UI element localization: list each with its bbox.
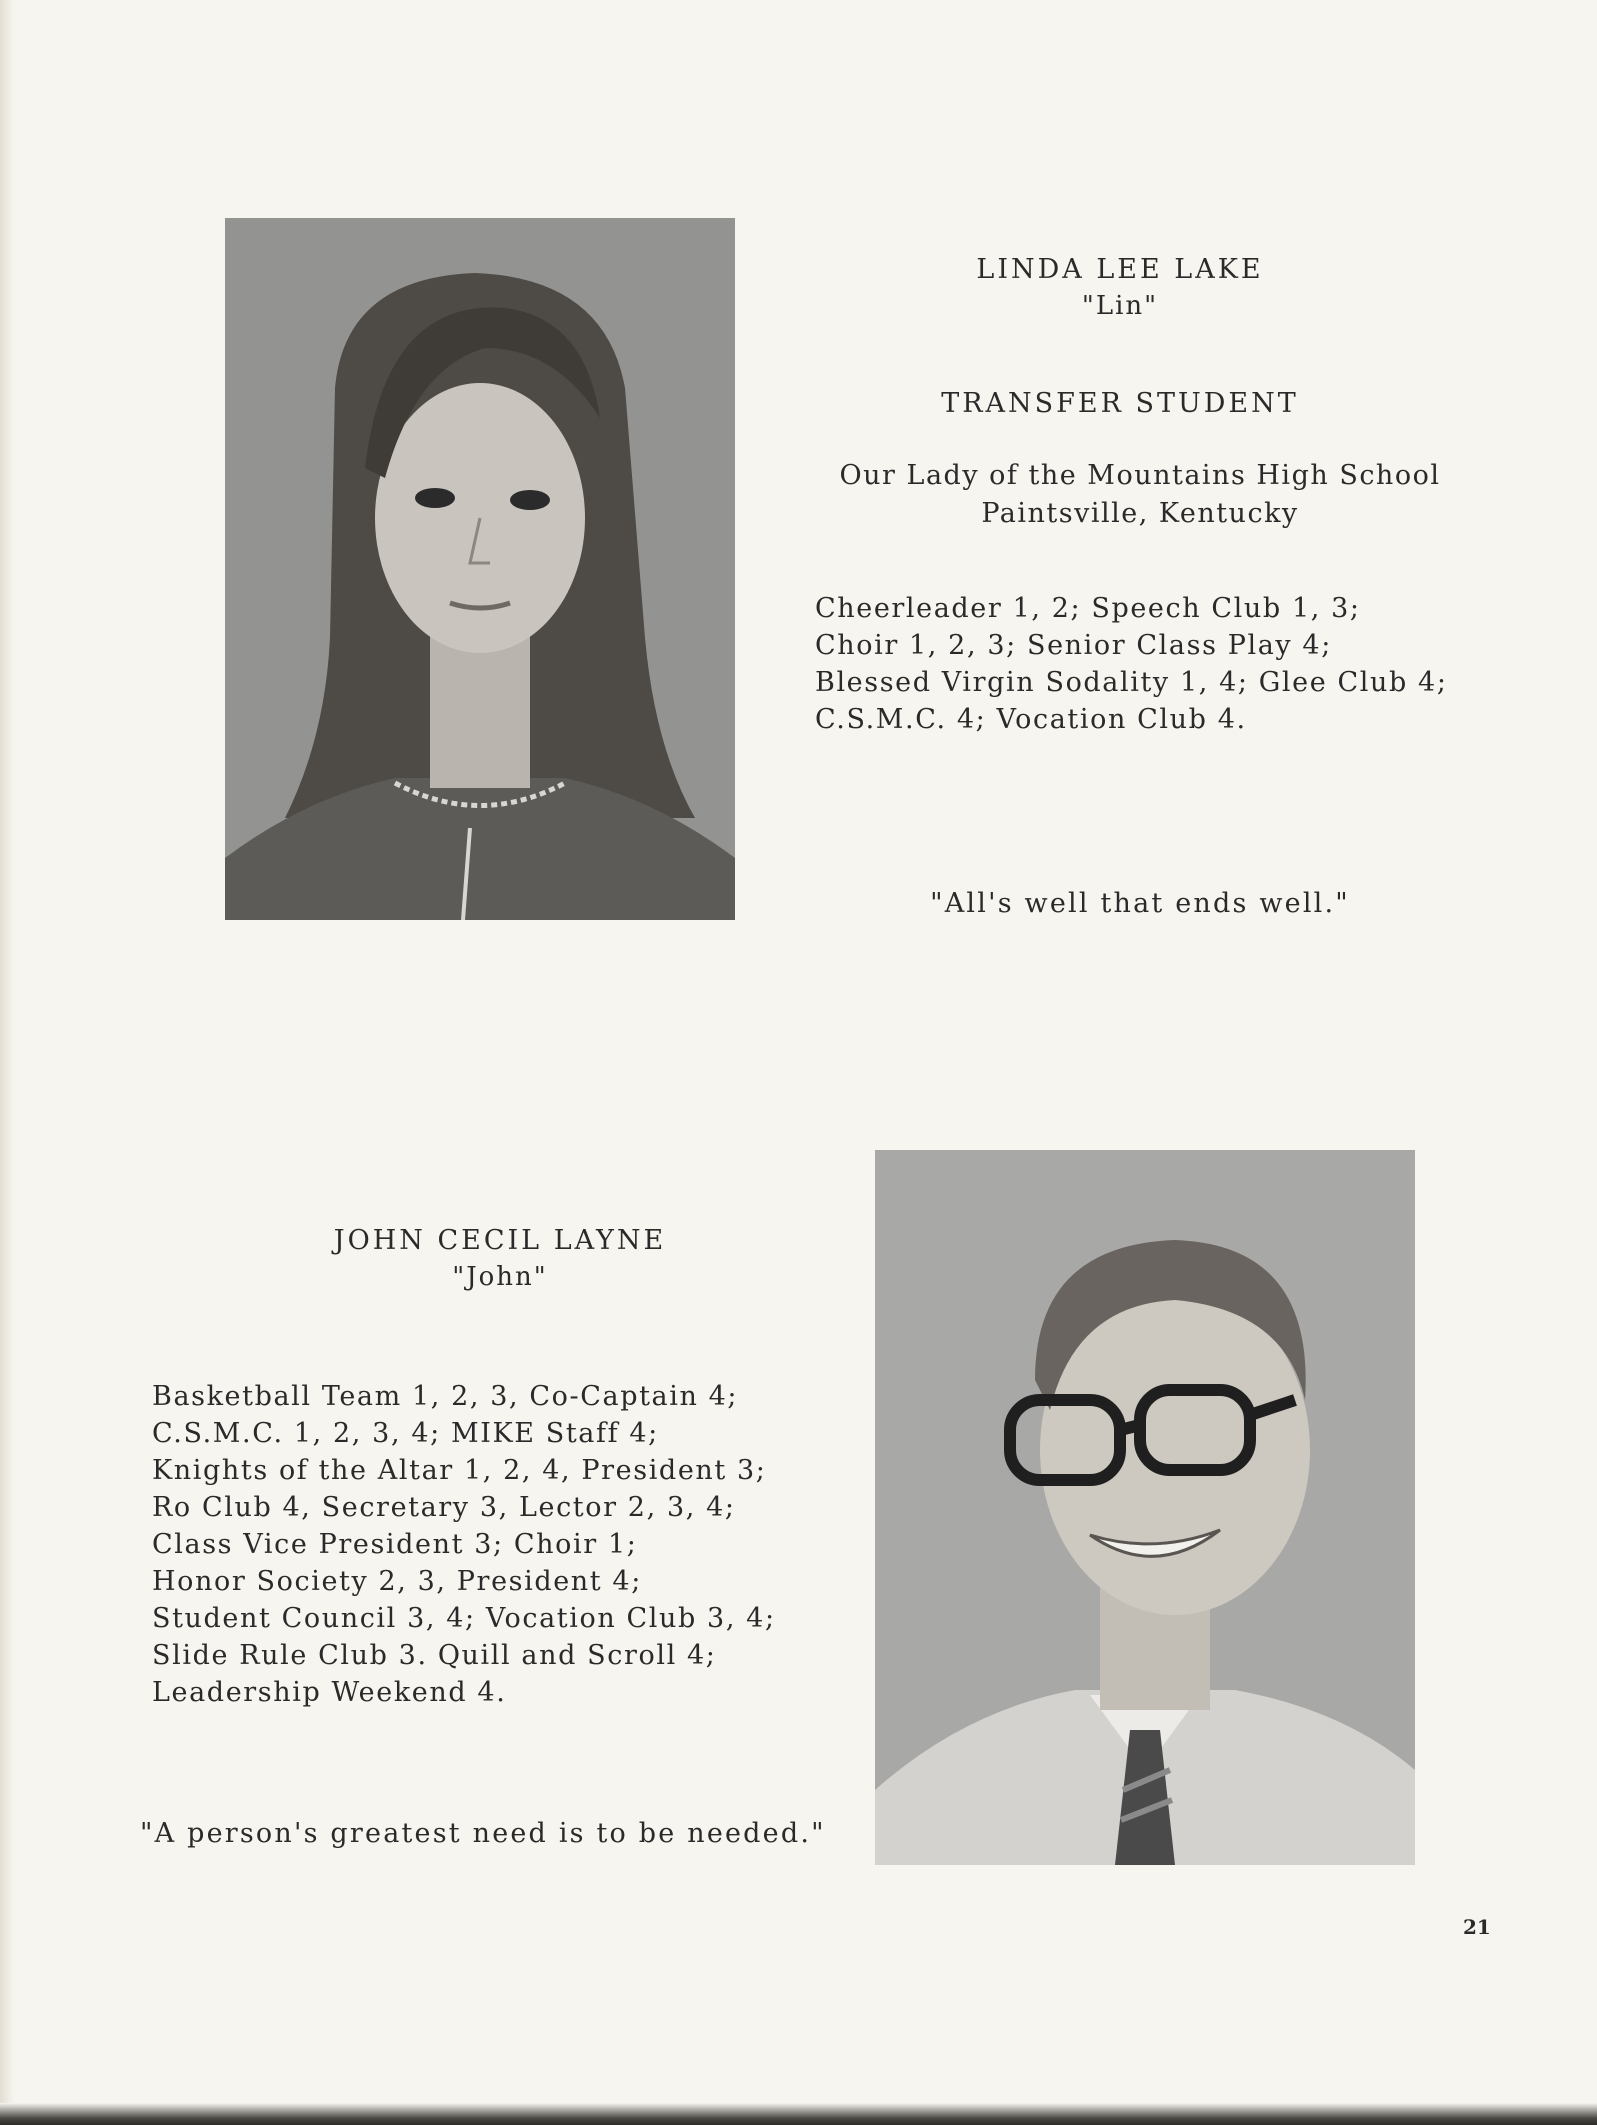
activity-line: Choir 1, 2, 3; Senior Class Play 4;: [815, 630, 1332, 661]
activity-line: C.S.M.C. 4; Vocation Club 4.: [815, 704, 1247, 735]
activity-line: C.S.M.C. 1, 2, 3, 4; MIKE Staff 4;: [152, 1418, 659, 1449]
student-name-block-1: [930, 252, 1310, 324]
activities-list-2: [152, 1378, 812, 1711]
previous-school: [800, 457, 1480, 533]
activity-line: Basketball Team 1, 2, 3, Co-Captain 4;: [152, 1381, 739, 1412]
portrait-photo-female: [225, 218, 735, 920]
page-number: 21: [1463, 1915, 1491, 1939]
activity-line: Knights of the Altar 1, 2, 4, President 3;: [152, 1455, 767, 1486]
activity-line: Ro Club 4, Secretary 3, Lector 2, 3, 4;: [152, 1492, 736, 1523]
portrait-photo-male: [875, 1150, 1415, 1865]
student-name: LINDA LEE LAKE: [976, 254, 1264, 285]
activity-line: Blessed Virgin Sodality 1, 4; Glee Club 4;: [815, 667, 1448, 698]
school-location: Paintsville, Kentucky: [981, 498, 1299, 529]
student-name-block-2: [300, 1223, 700, 1295]
activity-line: Slide Rule Club 3. Quill and Scroll 4;: [152, 1640, 717, 1671]
transfer-student-heading: TRANSFER STUDENT: [941, 388, 1299, 419]
activity-line: Class Vice President 3; Choir 1;: [152, 1529, 638, 1560]
page-bottom-edge: [0, 2103, 1597, 2125]
senior-quote-2: "A person's greatest need is to be needed.": [140, 1818, 826, 1849]
activity-line: Cheerleader 1, 2; Speech Club 1, 3;: [815, 593, 1361, 624]
student-name: JOHN CECIL LAYNE: [333, 1225, 667, 1256]
student-nickname: "Lin": [1081, 291, 1159, 321]
activity-line: Student Council 3, 4; Vocation Club 3, 4;: [152, 1603, 776, 1634]
school-name: Our Lady of the Mountains High School: [839, 460, 1441, 491]
activities-list-1: [815, 590, 1495, 738]
page-edge-shadow: [0, 0, 14, 2125]
student-nickname: "John": [452, 1262, 548, 1292]
activity-line: Leadership Weekend 4.: [152, 1677, 507, 1708]
senior-quote-1: "All's well that ends well.": [930, 888, 1350, 919]
activity-line: Honor Society 2, 3, President 4;: [152, 1566, 642, 1597]
